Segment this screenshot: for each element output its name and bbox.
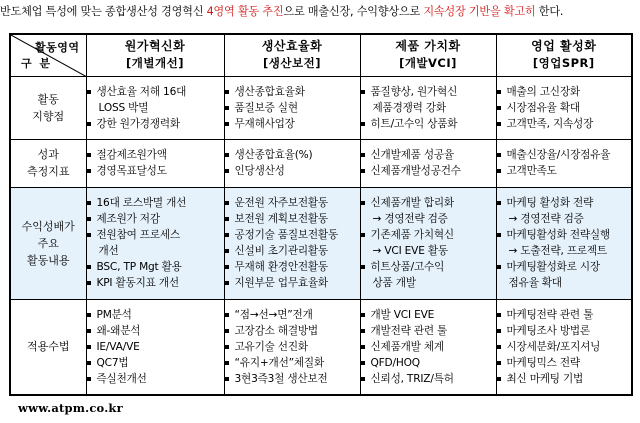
- column-header: [496, 34, 632, 76]
- list-item: QFD/HOQ: [361, 355, 496, 371]
- intro-text-middle: 으로 매출신장, 수익향상으로: [283, 5, 424, 18]
- table-row: [10, 139, 632, 187]
- list-item: 신제품개발 체계: [361, 339, 496, 355]
- list-item: 고유기술 선진화: [225, 339, 360, 355]
- row-header-line: 성과: [37, 148, 59, 161]
- bullet-list: [361, 307, 496, 387]
- list-item: 생산효율 저해 16대: [87, 84, 224, 100]
- list-item: 매출신장율/시장점유율: [497, 147, 632, 163]
- table-cell: [86, 299, 224, 395]
- table-cell: [496, 187, 632, 299]
- intro-highlight-growth: 지속성장 기반을 확고히: [423, 5, 536, 18]
- table-row: [10, 76, 632, 139]
- list-item: 고객만족도: [497, 163, 632, 179]
- list-item: “유지+개선”체질화: [225, 355, 360, 371]
- table-cell: [496, 76, 632, 139]
- list-item: 고객만족, 지속성장: [497, 116, 632, 132]
- list-item: QC7법: [87, 355, 224, 371]
- bullet-list: [225, 147, 360, 179]
- list-item: 품질향상, 원가혁신: [361, 84, 496, 100]
- list-item: PM분석: [87, 307, 224, 323]
- list-item: 히트/고수익 상품화: [361, 116, 496, 132]
- list-item: 고장감소 해결방법: [225, 323, 360, 339]
- intro-text-end: 한다.: [535, 5, 564, 18]
- list-item: 신설비 초기관리활동: [225, 243, 360, 259]
- list-item: 마케팅전략 관련 툴: [497, 307, 632, 323]
- column-header: [224, 34, 360, 76]
- row-header-cell: [10, 139, 86, 187]
- list-item: 마케팅조사 방법론: [497, 323, 632, 339]
- list-item: 마케팅믹스 전략: [497, 355, 632, 371]
- table-cell: [360, 76, 496, 139]
- bullet-list: [225, 307, 360, 387]
- list-item: 시장점유율 확대: [497, 100, 632, 116]
- bullet-list: [361, 195, 496, 291]
- row-header-line: 적용수법: [26, 340, 70, 354]
- website-url: www.atpm.co.kr: [18, 401, 123, 415]
- list-item: 16대 로스박멸 개선: [87, 195, 224, 211]
- table-row: [10, 299, 632, 395]
- intro-sentence: [0, 4, 640, 19]
- list-item: “점→선→면”전개: [225, 307, 360, 323]
- table-cell: [224, 139, 360, 187]
- list-item: 지원부문 업무효율화: [225, 275, 360, 291]
- intro-highlight-activities: 4영역 활동 추진: [206, 5, 284, 18]
- list-item: 개발전략 관련 툴: [361, 323, 496, 339]
- list-item: 무재해 환경안전활동: [225, 259, 360, 275]
- list-item: 경영목표달성도: [87, 163, 224, 179]
- list-item: 마케팅활성화 전략실행: [497, 227, 632, 243]
- list-item-continuation: 상품 개발: [372, 277, 416, 289]
- row-header-cell: [10, 187, 86, 299]
- list-item: 신개발제품 성공율: [361, 147, 496, 163]
- corner-label-activity-area: 활동영역: [34, 41, 80, 54]
- list-item: 최신 마케팅 기법: [497, 371, 632, 387]
- list-item: 보전원 계획보전활동: [225, 211, 360, 227]
- row-header-cell: [10, 76, 86, 139]
- list-item: 인당생산성: [225, 163, 360, 179]
- list-item: 전원참여 프로세스: [87, 227, 224, 243]
- column-title: 생산효율화: [261, 39, 323, 54]
- bullet-list: [87, 147, 224, 179]
- list-item: KPI 활동지표 개선: [87, 275, 224, 291]
- list-item: 생산종합효율(%): [225, 147, 360, 163]
- list-item-continuation: → VCI EVE 활동: [372, 245, 448, 257]
- row-header-cell: [10, 299, 86, 395]
- row-header-line: 활동내용: [26, 253, 70, 267]
- table-cell: [496, 139, 632, 187]
- list-item-continuation: 점유율 확대: [508, 277, 562, 289]
- list-item: 즉실천개선: [87, 371, 224, 387]
- bullet-list: [497, 84, 632, 132]
- bullet-list: [87, 195, 224, 291]
- table-cell: [224, 187, 360, 299]
- list-item: 제조원가 저감: [87, 211, 224, 227]
- list-item-continuation: 제품경쟁력 강화: [372, 101, 446, 114]
- intro-text-start: 반도체업 특성에 맞는 종합생산성 경영혁신: [0, 5, 207, 18]
- list-item: 신뢰성, TRIZ/특허: [361, 371, 496, 387]
- list-item: 운전원 자주보전활동: [225, 195, 360, 211]
- column-subtitle: [영업SPR]: [532, 56, 595, 71]
- table-row: [10, 187, 632, 299]
- list-item-continuation: 개선: [98, 245, 119, 257]
- column-header: [86, 34, 224, 76]
- table-cell: [224, 299, 360, 395]
- column-header: [360, 34, 496, 76]
- list-item: 생산종합효율화: [225, 84, 360, 100]
- list-item: 신제품개발 합리화: [361, 195, 496, 211]
- list-item: 품질보증 실현: [225, 100, 360, 116]
- corner-label-category: 구 분: [21, 56, 53, 70]
- header-row: [10, 34, 632, 76]
- list-item-continuation: LOSS 박멸: [98, 101, 149, 114]
- row-header-line: 지향점: [32, 109, 65, 123]
- list-item: 절감제조원가액: [87, 147, 224, 163]
- list-item: IE/VA/VE: [87, 339, 224, 355]
- column-title: 원가혁신화: [124, 39, 186, 54]
- list-item: 마케팅활성화로 시장: [497, 259, 632, 275]
- list-item: 왜-왜분석: [87, 323, 224, 339]
- column-title: 영업 활성화: [531, 39, 597, 54]
- bullet-list: [497, 307, 632, 387]
- table-cell: [86, 187, 224, 299]
- row-header-line: 활동: [37, 92, 59, 106]
- row-header-line: 수익성배가: [21, 219, 75, 233]
- list-item: 무재해사업장: [225, 116, 360, 132]
- bullet-list: [225, 84, 360, 132]
- table-cell: [360, 187, 496, 299]
- column-subtitle: [생산보전]: [263, 56, 321, 71]
- bullet-list: [225, 195, 360, 291]
- column-title: 제품 가치화: [395, 39, 461, 54]
- list-item: 매출의 고신장화: [497, 84, 632, 100]
- list-item: 기존제품 가치혁신: [361, 227, 496, 243]
- list-item: 3현3즉3철 생산보전: [225, 371, 360, 387]
- column-subtitle: [개발VCI]: [399, 56, 457, 71]
- row-header-line: 주요: [37, 236, 59, 250]
- bullet-list: [87, 84, 224, 132]
- bullet-list: [361, 84, 496, 132]
- innovation-matrix-table: [9, 33, 633, 396]
- bullet-list: [497, 147, 632, 179]
- bullet-list: [87, 307, 224, 387]
- list-item: 공정기술 품질보전활동: [225, 227, 360, 243]
- table-cell: [86, 76, 224, 139]
- bullet-list: [361, 147, 496, 179]
- table-cell: [496, 299, 632, 395]
- list-item: BSC, TP Mgt 활용: [87, 259, 224, 275]
- column-subtitle: [개별개선]: [126, 56, 184, 71]
- bullet-list: [497, 195, 632, 291]
- table-cell: [86, 139, 224, 187]
- list-item: 히트상품/고수익: [361, 259, 496, 275]
- list-item: 시장세분화/포지셔닝: [497, 339, 632, 355]
- table-cell: [224, 76, 360, 139]
- corner-header-cell: [10, 34, 86, 76]
- list-item-continuation: → 경영전략 검증: [372, 213, 448, 225]
- list-item: 개발 VCI EVE: [361, 307, 496, 323]
- list-item-continuation: → 경영전략 검증: [508, 213, 584, 225]
- list-item: 신제품개발성공건수: [361, 163, 496, 179]
- list-item: 마케팅 활성화 전략: [497, 195, 632, 211]
- list-item-continuation: → 도출전략, 프로젝트: [508, 245, 607, 257]
- table-cell: [360, 139, 496, 187]
- table-cell: [360, 299, 496, 395]
- row-header-line: 측정지표: [26, 165, 70, 178]
- list-item: 강한 원가경쟁력화: [87, 116, 224, 132]
